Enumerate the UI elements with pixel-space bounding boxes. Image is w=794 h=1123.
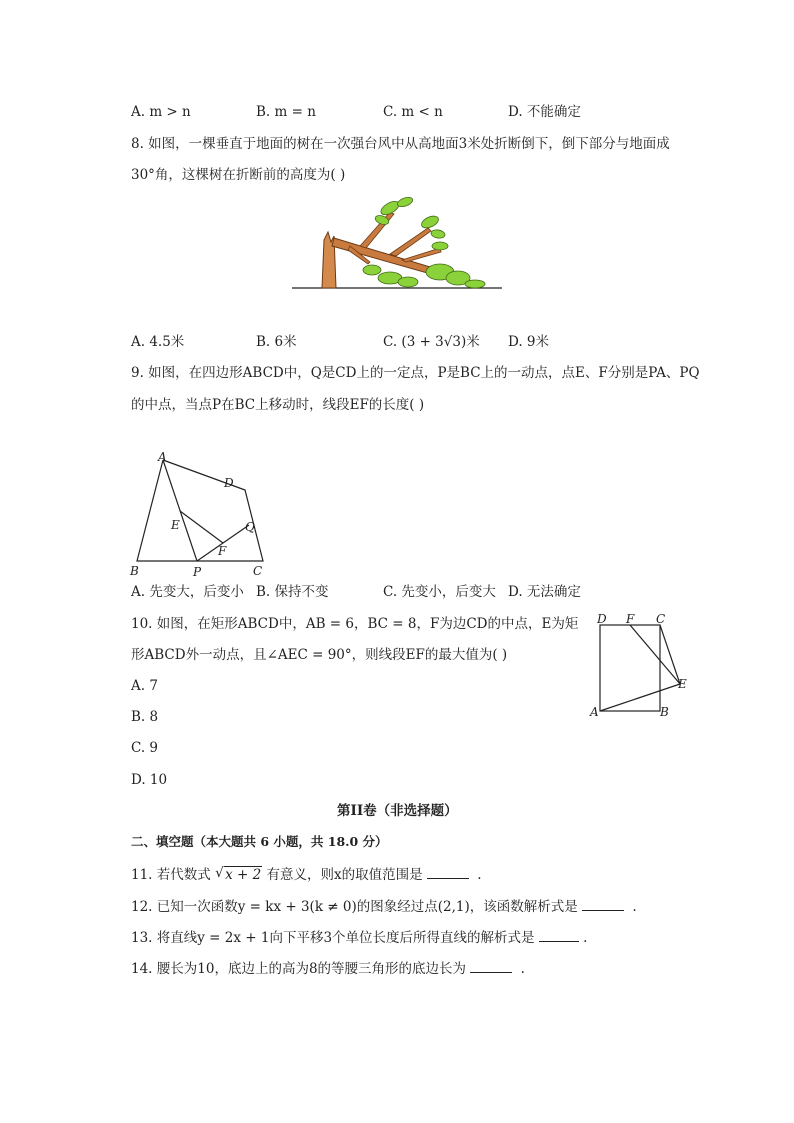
q11-radicand: x + 2	[225, 867, 262, 883]
q9-label-c: C	[253, 564, 263, 578]
q13-text	[131, 927, 587, 947]
q9-quadrilateral-figure	[125, 445, 275, 580]
q9-label-d: D	[224, 476, 234, 490]
q14-end: .	[520, 961, 525, 977]
q9-label-p: P	[193, 565, 202, 579]
q8-option-b: B. 6米	[256, 334, 297, 350]
q7-option-a: A. m > n	[131, 104, 191, 120]
q11-end: .	[477, 867, 482, 883]
q12-end: .	[632, 899, 637, 915]
q11-pre: 11. 若代数式	[131, 867, 211, 883]
q9-option-c: C. 先变小，后变大	[383, 584, 496, 600]
q10-option-a: A. 7	[131, 678, 158, 694]
q12-text	[131, 896, 637, 916]
q9-label-b: B	[130, 564, 139, 578]
q9-label-a: A	[158, 450, 167, 464]
part2-title: 第II卷（非选择题）	[337, 803, 458, 819]
q10-label-e: E	[678, 677, 687, 691]
q14-body: 14. 腰长为10，底边上的高为8的等腰三角形的底边长为	[131, 961, 467, 977]
q10-option-d: D. 10	[131, 772, 168, 788]
q8-option-a: A. 4.5米	[131, 334, 185, 350]
q7-option-b: B. m = n	[256, 104, 316, 120]
q7-option-d: D. 不能确定	[508, 104, 581, 120]
q7-option-c: C. m < n	[383, 104, 443, 120]
q13-body: 13. 将直线y = 2x + 1向下平移3个单位长度后所得直线的解析式是	[131, 930, 535, 946]
part2-section-heading: 二、填空题（本大题共 6 小题，共 18.0 分）	[131, 834, 388, 849]
q10-label-d: D	[597, 612, 607, 626]
q9-text-line2: 的中点，当点P在BC上移动时，线段EF的长度( )	[131, 397, 425, 413]
radical-sign-icon: √	[215, 865, 224, 881]
q9-label-q: Q	[245, 520, 255, 534]
q9-option-d: D. 无法确定	[508, 584, 581, 600]
q9-label-e: E	[171, 518, 180, 532]
q14-answer-blank[interactable]	[470, 958, 512, 973]
q8-option-c: C. (3 + 3√3)米	[383, 334, 480, 350]
q14-text	[131, 958, 525, 978]
q10-label-c: C	[656, 612, 666, 626]
q9-option-b: B. 保持不变	[256, 584, 329, 600]
q9-label-f: F	[218, 544, 227, 558]
q9-option-a: A. 先变大，后变小	[131, 584, 244, 600]
q10-option-b: B. 8	[131, 709, 159, 725]
q12-body: 12. 已知一次函数y = kx + 3(k ≠ 0)的图象经过点(2,1)，该函数解析式是	[131, 899, 578, 915]
q8-text-line2: 30°角，这棵树在折断前的高度为( )	[131, 167, 346, 183]
q10-label-a: A	[590, 705, 599, 719]
q10-rectangle-figure	[585, 612, 695, 722]
q9-text-line1: 9. 如图，在四边形ABCD中，Q是CD上的一定点，P是BC上的一动点，点E、F分别是PA、PQ	[131, 365, 700, 381]
q11-radical	[215, 866, 262, 884]
q10-label-b: B	[660, 705, 669, 719]
q8-option-d: D. 9米	[508, 334, 550, 350]
q10-text-line1: 10. 如图，在矩形ABCD中，AB = 6，BC = 8，F为边CD的中点，E为矩	[131, 616, 579, 632]
q13-end: .	[583, 930, 588, 946]
q13-answer-blank[interactable]	[539, 927, 579, 942]
q10-text-line2: 形ABCD外一动点，且∠AEC = 90°，则线段EF的最大值为( )	[131, 647, 508, 663]
q11-post: 有意义，则x的取值范围是	[266, 867, 423, 883]
q11-text	[131, 864, 481, 884]
q8-tree-figure	[290, 190, 505, 290]
q12-answer-blank[interactable]	[582, 896, 624, 911]
q8-text-line1: 8. 如图，一棵垂直于地面的树在一次强台风中从高地面3米处折断倒下，倒下部分与地面成	[131, 136, 670, 152]
q10-label-f: F	[626, 612, 635, 626]
q11-answer-blank[interactable]	[427, 864, 469, 879]
q10-option-c: C. 9	[131, 740, 159, 756]
